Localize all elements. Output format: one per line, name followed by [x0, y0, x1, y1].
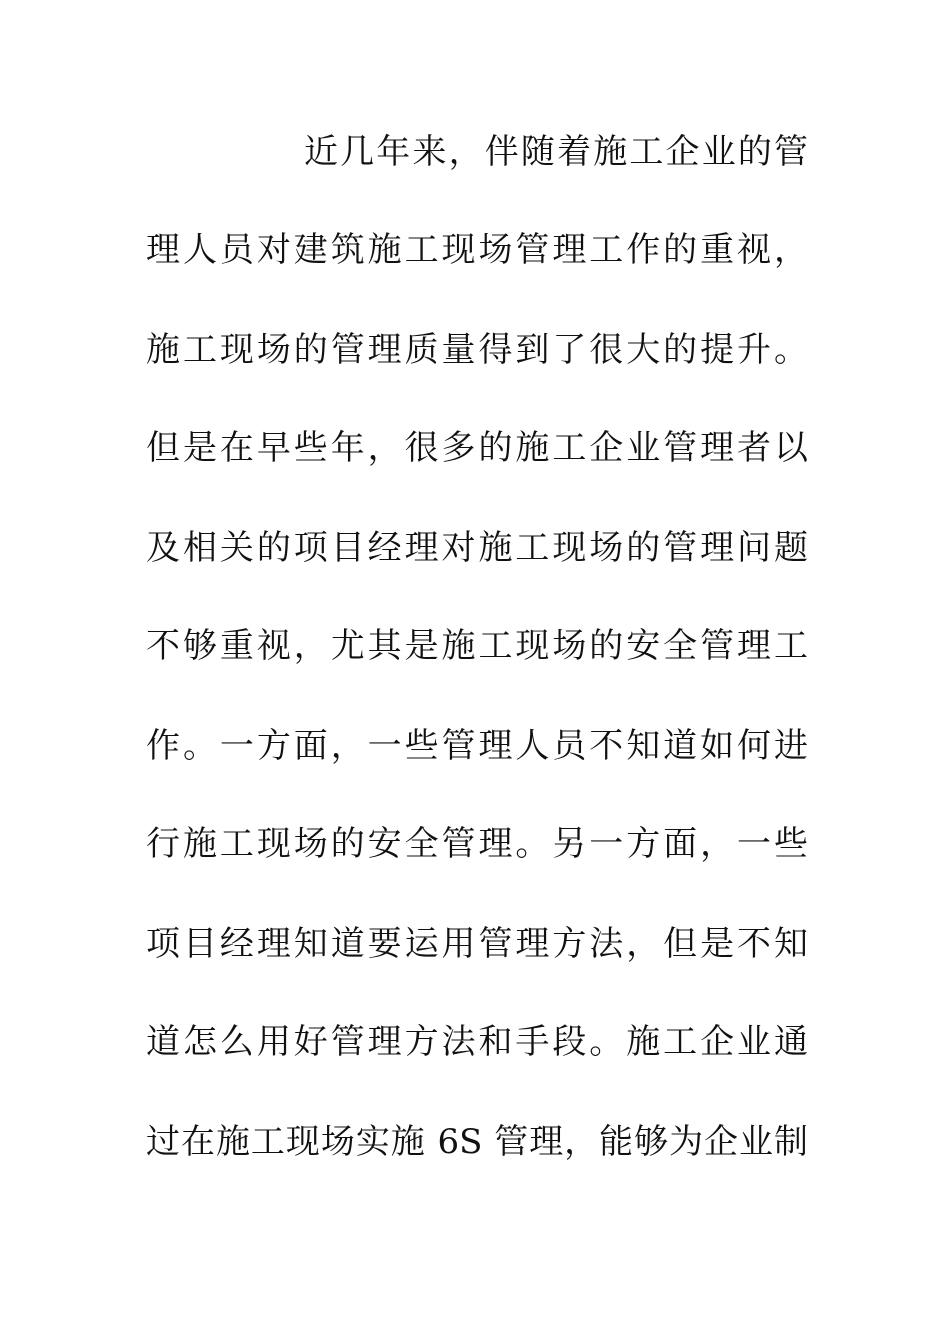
paragraph-line-10: 道怎么用好管理方法和手段。施工企业通 — [146, 1022, 808, 1062]
paragraph-line-2: 理人员对建筑施工现场管理工作的重视， — [146, 230, 808, 270]
paragraph-line-5: 及相关的项目经理对施工现场的管理问题 — [146, 528, 808, 568]
paragraph-line-3: 施工现场的管理质量得到了很大的提升。 — [146, 330, 808, 370]
paragraph-line-9: 项目经理知道要运用管理方法，但是不知 — [146, 924, 808, 964]
paragraph-line-6: 不够重视，尤其是施工现场的安全管理工 — [146, 626, 808, 666]
paragraph-line-1: 近几年来，伴随着施工企业的管 — [304, 132, 808, 172]
paragraph-line-11: 过在施工现场实施 6S 管理，能够为企业制 — [146, 1122, 808, 1162]
paragraph-line-4: 但是在早些年，很多的施工企业管理者以 — [146, 428, 808, 468]
paragraph-line-7: 作。一方面，一些管理人员不知道如何进 — [146, 726, 808, 766]
paragraph-line-8: 行施工现场的安全管理。另一方面，一些 — [146, 824, 808, 864]
